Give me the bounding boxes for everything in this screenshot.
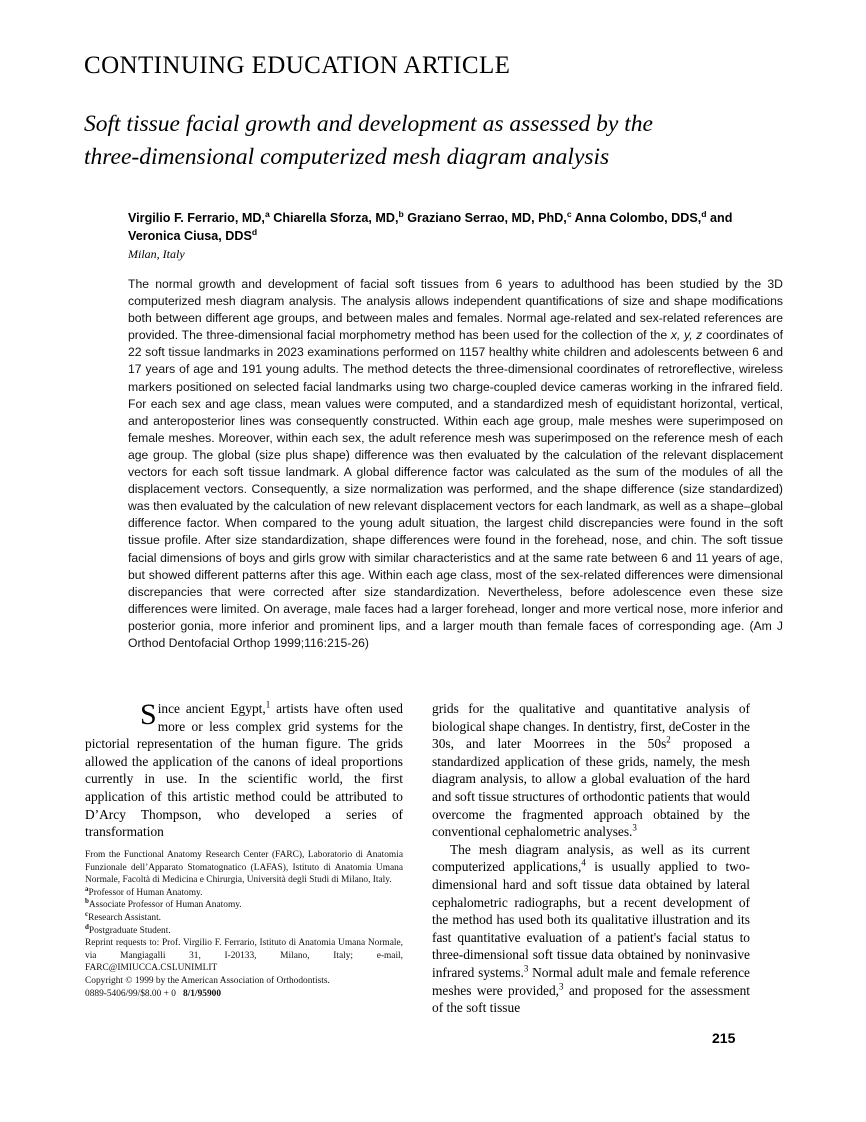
intro-text-b: artists have often used more or less complex grid systems for the pictorial representation of the human figure. The grids allowed the application of the canons of ideal proportions currently in use. In the scientific world, the first application of this artistic method could be attributed to D’Arcy Thompson, who developed a series of transformation (85, 701, 403, 840)
abstract (128, 276, 783, 652)
footnote-mark-b: b (85, 897, 89, 906)
page-number: 215 (712, 1030, 736, 1046)
footnote-note-d (85, 922, 403, 938)
body-p1-text-b: proposed a standardized application of these grids, namely, the mesh diagram analysis, to allow a global evaluation of the hard and soft tissue structures of orthodontic patients that would overcome the fragmented approach obtained by the conventional cephalometric analyses. (432, 736, 750, 840)
body-p2-text-a: The mesh diagram analysis, as well as its current computerized applications, (432, 841, 750, 875)
footnote-mark-a: a (85, 884, 89, 893)
citation-ref-3: 3 (632, 822, 637, 833)
author-affil-mark-4: d (701, 208, 707, 219)
footnote-issn (85, 988, 403, 1001)
author-affil-mark-3: c (566, 208, 572, 219)
footnote-text-b: Associate Professor of Human Anatomy. (88, 900, 242, 911)
author-affil-mark-5: d (251, 226, 258, 237)
intro-text-a: ince ancient Egypt, (157, 701, 266, 716)
abstract-part-2: coordinates of 22 soft tissue landmarks in 2023 examinations performed on 1157 healthy white children and adolescents between 6 and 17 years of age and 191 young adults. The method detects the three-dimensional coordinates of retroreflective, wireless markers positioned on selected facial landmarks using two charge-coupled device cameras working in the infrared field. For each sex and age class, mean values were computed, and a standardized mesh of equidistant horizontal, vertical, and anteroposterior lines was consequently constructed. Within each age group, male meshes were superimposed on female meshes. Moreover, within each sex, the adult reference mesh was superimposed on the reference mesh of each age group. The global (size plus shape) difference was then evaluated by the calculation of the relevant displacement vectors for each soft tissue landmark. A global difference factor was calculated as the sum of the modules of all the displacement vectors. Consequently, a size normalization was performed, and the shape difference (size standardized) was then evaluated by the calculation of new relevant displacement vectors for each landmark, as well as a shape–global difference factor. When compared to the young adult situation, the largest child discrepancies were found in the soft tissue profile. After size standardization, shape differences were found in the forehead, nose, and chin. The soft tissue facial dimensions of boys and girls grow with similar characteristics and at the same rate between 6 and 11 years of age, but showed different patterns after this age. Within each age class, most of the sex-related differences were dimensional discrepancies that were corrected after size standardization. Nevertheless, before adolescence even these size differences were limited. On average, male faces had a larger forehead, longer and more vertical nose, more inferior and posterior gonia, more inferior and prominent lips, and a larger mouth than female faces of corresponding age. (Am J Orthod Dentofacial Orthop 1999;116:215-26) (128, 328, 783, 650)
footnote-mark-d: d (85, 922, 89, 931)
intro-paragraph (85, 700, 403, 841)
author-list (128, 209, 783, 245)
title-line-2: three-dimensional computerized mesh diagram analysis (84, 144, 610, 170)
footnote-copyright: Copyright © 1999 by the American Association of Orthodontists. (85, 975, 330, 986)
citation-ref-4: 4 (581, 857, 586, 868)
footnote-mark-c: c (85, 909, 89, 918)
page-title (84, 108, 774, 174)
footnote-note-b (85, 899, 403, 912)
footnote-text-d: Postgraduate Student. (88, 925, 171, 936)
footnote-note-c (85, 909, 403, 925)
citation-ref-1: 1 (265, 699, 271, 710)
footnote-text-c: Research Assistant. (88, 912, 162, 923)
section-header: CONTINUING EDUCATION ARTICLE (84, 52, 511, 79)
body-column-left (85, 700, 403, 841)
footnote-reprint-requests: Reprint requests to: Prof. Virgilio F. Ferrario, Istituto di Anatomia Umana Normale, via Mangiagalli 31, I-20133, Milano, Italy; e-mail, FARC@IMIUCCA.CSLUNIMLIT (85, 938, 403, 974)
author-name-5: and Veronica Ciusa, DDS (128, 211, 733, 243)
citation-ref-6: 3 (559, 981, 564, 992)
drop-cap: S (140, 698, 157, 731)
footnote-affiliation: From the Functional Anatomy Research Center (FARC), Laboratorio di Anatomia Funzionale dell’Apparato Stomatognatico (LAFAS), Istituto di Anatomia Umana Normale, Facoltà di Medicina e Chirurgia, Università degli Studi di Milano, Italy. (85, 850, 403, 886)
body-p1-text-a: grids for the qualitative and quantitative analysis of biological shape changes. In dentistry, first, deCoster in the 30s, and later Moorrees in the 50s (432, 701, 750, 752)
body-paragraph-2 (432, 841, 750, 1017)
body-column-right (432, 700, 750, 1017)
affiliation-city: Milan, Italy (128, 247, 185, 261)
footnote-issn-code: 8/1/95900 (183, 988, 222, 999)
citation-ref-2: 2 (666, 734, 671, 745)
footnote-text-a: Professor of Human Anatomy. (88, 887, 203, 898)
abstract-part-1: The normal growth and development of facial soft tissues from 6 years to adulthood has been studied by the 3D computerized mesh diagram analysis. The analysis allows independent quantifications of size and shape modifications both between different age groups, and between males and females. Normal age-related and sex-related references are provided. The three-dimensional facial morphometry method has been used for the collection of the (128, 277, 783, 343)
author-affil-mark-2: b (398, 208, 404, 219)
body-p2-text-b: is usually applied to two-dimensional hard and soft tissue data obtained by lateral cephalometric radiographs, but a recent development of the method has used both its qualitative illustration and its fast quantitative evaluation of a patient's facial status to three-dimensional soft tissue data obtained by noninvasive infrared systems. (432, 859, 750, 980)
author-name-3: Graziano Serrao, MD, PhD, (403, 211, 567, 225)
body-p2-text-d: and proposed for the assessment of the soft tissue (432, 982, 750, 1016)
abstract-coordinates-italic: x, y, z (670, 328, 703, 343)
body-paragraph-1 (432, 700, 750, 841)
author-name-1: Virgilio F. Ferrario, MD, (128, 211, 265, 225)
author-name-2: Chiarella Sforza, MD, (269, 211, 399, 225)
author-name-4: Anna Colombo, DDS, (571, 211, 702, 225)
title-line-1: Soft tissue facial growth and development as assessed by the (84, 111, 653, 137)
footnote-block (85, 849, 403, 1000)
body-p2-text-c: Normal adult male and female reference meshes were provided, (432, 964, 751, 998)
footnote-issn-text: 0889-5406/99/$8.00 + 0 (85, 988, 176, 999)
citation-ref-5: 3 (523, 963, 529, 974)
author-affil-mark-1: a (264, 208, 270, 219)
footnote-note-a (85, 884, 403, 900)
